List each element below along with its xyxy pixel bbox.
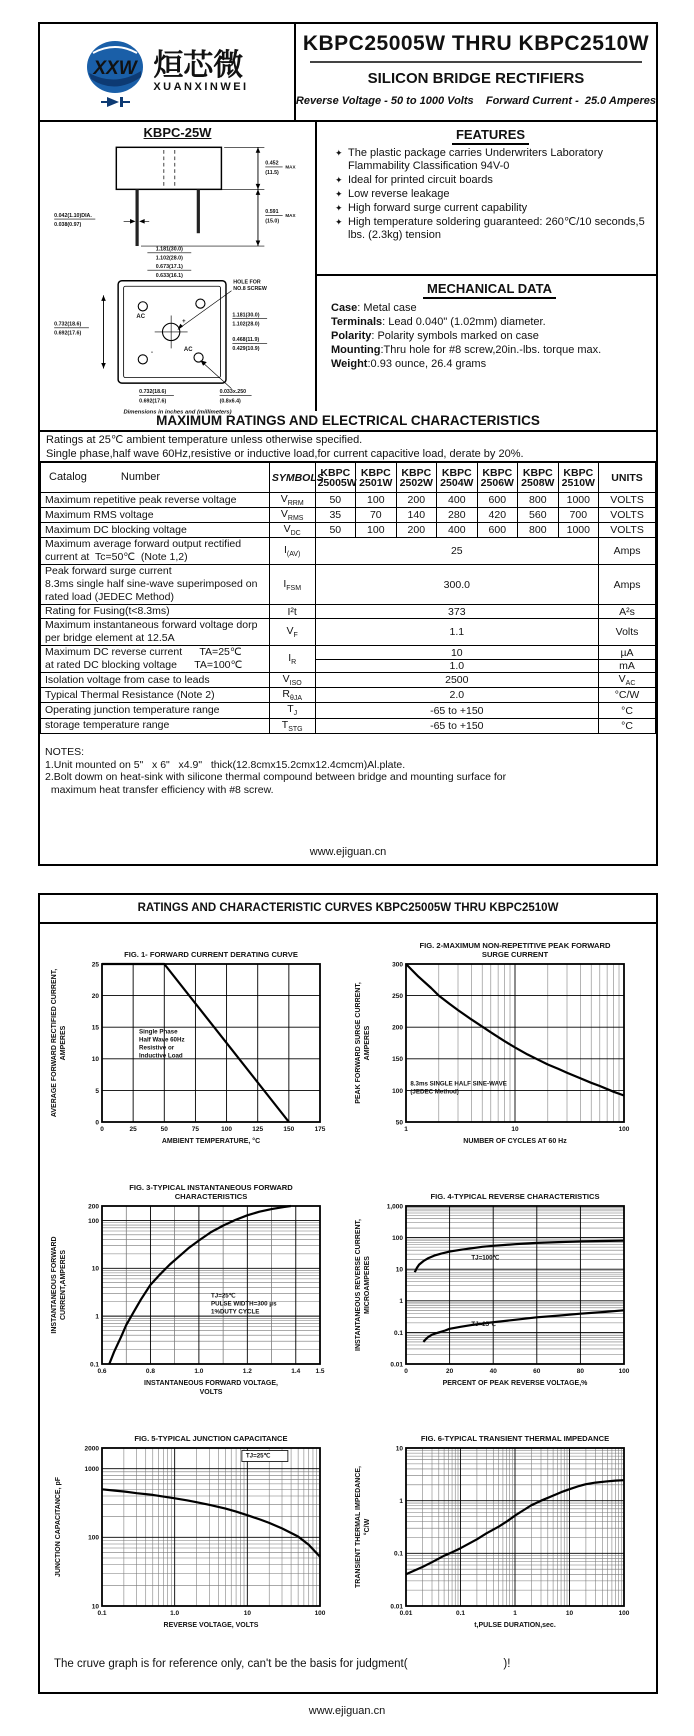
svg-text:0.038(0.97): 0.038(0.97): [53, 221, 81, 228]
row-value: -65 to +150: [315, 718, 599, 733]
svg-text:MAX: MAX: [284, 164, 295, 170]
svg-text:(15.0): (15.0): [264, 218, 279, 225]
bullet-icon: ✦: [335, 217, 343, 227]
row-label: Isolation voltage from case to leads: [41, 673, 270, 688]
svg-text:200: 200: [88, 1203, 99, 1211]
fig6-chart: [352, 1416, 650, 1654]
features-section: [317, 120, 656, 276]
svg-text:100: 100: [88, 1534, 99, 1542]
catalog-number-header: Catalog Number: [41, 463, 270, 493]
svg-text:0.01: 0.01: [390, 1603, 403, 1611]
page2-footer-url: www.ejiguan.cn: [308, 1705, 386, 1717]
row-symbol: $I_{FSM}$: [269, 565, 315, 605]
curve-instantaneous-forward: [109, 1206, 291, 1364]
table-row: [41, 718, 656, 733]
fig5-chart: [48, 1416, 346, 1654]
note-line: 2.Bolt dowm on heat-sink with silicone thermal compound between bridge and mounting surface for: [45, 771, 507, 783]
svg-text:Dimensions in inches and (mill: Dimensions in inches and (millimeters): [122, 409, 232, 416]
svg-text:150: 150: [392, 1056, 403, 1064]
svg-text:10: 10: [91, 1056, 99, 1064]
svg-text:75: 75: [191, 1126, 200, 1133]
bullet-icon: ✦: [335, 189, 343, 199]
row-label: Maximum repetitive peak reverse voltage: [41, 493, 270, 508]
svg-text:0.1: 0.1: [97, 1610, 107, 1617]
table-row: [41, 703, 656, 718]
brand-logo: [40, 24, 296, 120]
svg-text:MICROAMPERES: MICROAMPERES: [364, 1256, 371, 1314]
row-value: 140: [396, 508, 437, 523]
row-unit: mA: [599, 659, 656, 673]
svg-text:1.102(28.0): 1.102(28.0): [231, 321, 259, 328]
row-label: Maximum DC blocking voltage: [41, 523, 270, 538]
svg-text:100: 100: [392, 1235, 403, 1242]
row-label: storage temperature range: [41, 718, 270, 733]
row-value: 400: [437, 523, 478, 538]
row-value: 400: [437, 493, 478, 508]
mechanical-data-heading: MECHANICAL DATA: [331, 281, 648, 296]
svg-text:20: 20: [445, 1368, 454, 1375]
table-row: [41, 619, 656, 646]
row-label: Rating for Fusing(t<8.3ms): [41, 605, 270, 619]
svg-text:PERCENT OF PEAK REVERSE VOLTAG: PERCENT OF PEAK REVERSE VOLTAGE,%: [442, 1380, 588, 1387]
table-row: [41, 493, 656, 508]
row-unit: VOLTS: [599, 523, 656, 538]
svg-text:80: 80: [576, 1368, 585, 1375]
svg-text:10: 10: [511, 1126, 519, 1133]
svg-text:175: 175: [314, 1126, 326, 1133]
svg-text:AMPERES: AMPERES: [364, 1025, 371, 1061]
part-column-header: KBPC 2501W: [356, 463, 397, 493]
svg-text:CHARACTERISTICS: CHARACTERISTICS: [174, 1192, 248, 1201]
svg-text:FIG. 4-TYPICAL REVERSE CHARACT: FIG. 4-TYPICAL REVERSE CHARACTERISTICS: [430, 1192, 600, 1201]
curves-disclaimer: The cruve graph is for reference only, can't be the basis for judgment( )!: [54, 1658, 511, 1670]
table-row: [41, 523, 656, 538]
svg-text:60: 60: [533, 1368, 541, 1375]
fig2-chart: [352, 932, 650, 1170]
svg-text:0.1: 0.1: [455, 1610, 466, 1617]
svg-text:1.0: 1.0: [170, 1610, 180, 1617]
bullet-icon: ✦: [335, 148, 343, 158]
svg-text:+: +: [181, 318, 186, 325]
svg-text:10: 10: [91, 1265, 99, 1273]
svg-text:8.3ms SINGLE HALF SINE-WAVE: 8.3ms SINGLE HALF SINE-WAVE: [410, 1080, 507, 1088]
svg-text:1.102(28.0): 1.102(28.0): [155, 255, 183, 262]
svg-text:100: 100: [618, 1126, 630, 1133]
svg-text:Half Wave 60Hz: Half Wave 60Hz: [139, 1036, 185, 1044]
svg-text:PULSE WIDTH=300 μs: PULSE WIDTH=300 μs: [211, 1300, 277, 1308]
row-unit: °C: [599, 703, 656, 718]
svg-text:AC: AC: [183, 347, 193, 354]
svg-text:0.033x.250: 0.033x.250: [219, 389, 246, 396]
feature-item: ✦ High temperature soldering guaranteed: 260℃/10 seconds,5 lbs. (2.3kg) tension: [335, 216, 645, 241]
svg-text:0.673(17.1): 0.673(17.1): [155, 263, 183, 270]
row-value: 600: [477, 523, 518, 538]
row-unit: A²s: [599, 605, 656, 619]
table-row: [41, 605, 656, 619]
row-value: 100: [356, 523, 397, 538]
mechanical-data-row: Case: Metal case: [331, 302, 417, 314]
svg-text:1.181(30.0): 1.181(30.0): [231, 312, 259, 319]
svg-text:50: 50: [395, 1119, 403, 1127]
svg-text:MAX: MAX: [284, 212, 295, 218]
row-symbol: $I_{(AV)}$: [269, 538, 315, 565]
svg-text:SURGE CURRENT: SURGE CURRENT: [481, 950, 549, 959]
logo-globe-icon: [85, 33, 147, 111]
logo-english-name: XUANXINWEI: [153, 81, 249, 93]
svg-text:AMBIENT TEMPERATURE, °C: AMBIENT TEMPERATURE, °C: [161, 1138, 261, 1145]
svg-text:AVERAGE FORWARD RECTIFIED CURR: AVERAGE FORWARD RECTIFIED CURRENT,: [51, 968, 58, 1118]
table-row: [41, 565, 656, 605]
row-value: 600: [477, 493, 518, 508]
row-value: 2500: [315, 673, 599, 688]
svg-text:0.6: 0.6: [97, 1368, 107, 1375]
row-unit: °C: [599, 718, 656, 733]
ratings-section-heading: MAXIMUM RATINGS AND ELECTRICAL CHARACTERISTICS: [40, 411, 656, 432]
package-and-features: [40, 120, 656, 416]
svg-text:10: 10: [565, 1610, 574, 1617]
notes-block: [40, 746, 656, 796]
svg-text:TJ=25℃: TJ=25℃: [471, 1321, 497, 1329]
svg-text:1,000: 1,000: [386, 1203, 403, 1211]
page-2: [38, 893, 658, 1694]
mechanical-data-row: Weight:0.93 ounce, 26.4 grams: [331, 358, 487, 370]
row-label: Maximum DC reverse current TA=25℃ at rated DC blocking voltage TA=100℃: [41, 646, 270, 673]
row-unit: VOLTS: [599, 493, 656, 508]
part-column-header: KBPC 2502W: [396, 463, 437, 493]
part-column-header: KBPC 25005W: [315, 463, 356, 493]
curves-section-heading: RATINGS AND CHARACTERISTIC CURVES KBPC25005W THRU KBPC2510W: [40, 895, 656, 924]
row-label: Maximum average forward output rectified current at Tc=50℃ (Note 1,2): [41, 538, 270, 565]
row-value: 50: [315, 523, 356, 538]
package-column: [40, 120, 317, 416]
row-value: 50: [315, 493, 356, 508]
row-symbol: $V_F$: [269, 619, 315, 646]
part-column-header: KBPC 2510W: [558, 463, 599, 493]
svg-text:10: 10: [91, 1603, 99, 1611]
svg-text:0.591: 0.591: [264, 209, 279, 216]
svg-text:INSTANTANEOUS REVERSE CURRENT,: INSTANTANEOUS REVERSE CURRENT,: [355, 1219, 362, 1351]
row-symbol: I²t: [269, 605, 315, 619]
svg-text:100: 100: [392, 1087, 403, 1095]
feature-item: ✦ High forward surge current capability: [335, 202, 528, 214]
fig3-chart: [48, 1174, 346, 1412]
svg-text:25: 25: [129, 1126, 137, 1133]
curve-junction-capacitance: [102, 1489, 320, 1557]
svg-text:1: 1: [95, 1313, 99, 1321]
row-value: -65 to +150: [315, 703, 599, 718]
row-label: Peak forward surge current 8.3ms single half sine-wave superimposed on rated load (JEDEC Method): [41, 565, 270, 605]
svg-text:INSTANTANEOUS FORWARD: INSTANTANEOUS FORWARD: [51, 1236, 58, 1334]
table-row: [41, 508, 656, 523]
svg-text:100: 100: [618, 1610, 630, 1617]
units-header: UNITS: [599, 463, 656, 493]
row-value: 70: [356, 508, 397, 523]
svg-text:200: 200: [392, 1024, 403, 1032]
row-label: Operating junction temperature range: [41, 703, 270, 718]
svg-text:0.429(10.9): 0.429(10.9): [231, 346, 259, 353]
svg-text:0.468(11.9): 0.468(11.9): [231, 337, 259, 344]
table-row: [41, 538, 656, 565]
svg-text:AC: AC: [135, 314, 145, 321]
row-label: Maximum RMS voltage: [41, 508, 270, 523]
svg-text:INSTANTANEOUS FORWARD VOLTAGE,: INSTANTANEOUS FORWARD VOLTAGE,: [144, 1380, 278, 1387]
ratings-table-wrap: [40, 462, 656, 734]
svg-text:1%DUTY CYCLE: 1%DUTY CYCLE: [211, 1308, 260, 1316]
note-line: 1.Unit mounted on 5" x 6" x4.9" thick(12.8cmx15.2cmx12.4cmcm)Al.plate.: [45, 758, 406, 771]
svg-text:1: 1: [399, 1498, 403, 1506]
svg-text:1.181(30.0): 1.181(30.0): [155, 246, 183, 253]
svg-text:-: -: [150, 349, 153, 356]
svg-text:150: 150: [283, 1126, 295, 1133]
row-value: 1.1: [315, 619, 599, 646]
svg-text:10: 10: [243, 1610, 251, 1617]
svg-text:0.452: 0.452: [264, 160, 279, 167]
row-unit: µA: [599, 646, 656, 660]
package-name: KBPC-25W: [143, 125, 212, 140]
ratings-condition-1: Ratings at 25℃ ambient temperature unless otherwise specified.: [46, 434, 363, 446]
svg-text:NO.8 SCREW: NO.8 SCREW: [232, 285, 267, 292]
svg-text:0.732(18.6): 0.732(18.6): [53, 321, 81, 328]
svg-text:JUNCTION CAPACITANCE, pF: JUNCTION CAPACITANCE, pF: [55, 1476, 62, 1578]
svg-text:10: 10: [395, 1266, 403, 1274]
svg-text:(JEDEC Method): (JEDEC Method): [410, 1088, 459, 1096]
logo-chinese-name: 烜芯微: [153, 49, 244, 82]
svg-text:TRANSIENT THERMAL IMPEDANCE,: TRANSIENT THERMAL IMPEDANCE,: [355, 1466, 362, 1588]
fig1-chart: [48, 932, 346, 1170]
charts-grid: [40, 924, 656, 1654]
row-unit: $V_{AC}$: [599, 673, 656, 688]
svg-text:100: 100: [618, 1368, 630, 1375]
row-symbol: $T_J$: [269, 703, 315, 718]
row-value: 1000: [558, 523, 599, 538]
svg-text:FIG. 2-MAXIMUM NON-REPETITIVE: FIG. 2-MAXIMUM NON-REPETITIVE PEAK FORWARD: [419, 941, 611, 950]
table-row: [41, 646, 656, 660]
bullet-icon: ✦: [335, 175, 343, 185]
svg-text:°C/W: °C/W: [364, 1518, 371, 1536]
svg-text:PEAK FORWARD SURGE CURRENT,: PEAK FORWARD SURGE CURRENT,: [355, 982, 362, 1104]
svg-text:XXW: XXW: [93, 58, 137, 79]
svg-text:1: 1: [399, 1298, 403, 1306]
svg-text:FIG. 5-TYPICAL JUNCTION CAPACI: FIG. 5-TYPICAL JUNCTION CAPACITANCE: [134, 1434, 288, 1443]
row-unit: Amps: [599, 565, 656, 605]
row-label: Maximum instantaneous forward voltage dorp per bridge element at 12.5A: [41, 619, 270, 646]
mechanical-data-list: [331, 301, 648, 371]
ratings-table: [40, 462, 656, 734]
svg-text:0.01: 0.01: [390, 1361, 403, 1369]
row-value: 700: [558, 508, 599, 523]
title-block: [296, 24, 656, 120]
row-unit: Amps: [599, 538, 656, 565]
row-value: 200: [396, 523, 437, 538]
table-header-row: [41, 463, 656, 493]
part-column-header: KBPC 2508W: [518, 463, 559, 493]
row-value: 800: [518, 493, 559, 508]
mechanical-data-row: Mounting:Thru hole for #8 screw,20in.-lbs. torque max.: [331, 344, 602, 356]
part-number-title: KBPC25005W THRU KBPC2510W: [302, 32, 650, 55]
page-1: [38, 22, 658, 866]
svg-text:40: 40: [489, 1368, 497, 1375]
svg-text:REVERSE VOLTAGE, VOLTS: REVERSE VOLTAGE, VOLTS: [163, 1622, 259, 1629]
svg-text:Resistive or: Resistive or: [139, 1044, 175, 1052]
svg-text:100: 100: [314, 1610, 326, 1617]
features-heading: FEATURES: [335, 127, 646, 142]
row-value: 373: [315, 605, 599, 619]
svg-text:t,PULSE DURATION,sec.: t,PULSE DURATION,sec.: [474, 1622, 556, 1629]
row-value: 2.0: [315, 688, 599, 703]
svg-text:10: 10: [395, 1445, 403, 1453]
curve-reverse-current-tj100: [415, 1241, 624, 1273]
feature-item: ✦ Low reverse leakage: [335, 188, 450, 200]
features-list: [335, 147, 646, 242]
svg-text:0.01: 0.01: [399, 1610, 413, 1617]
header: [40, 24, 656, 122]
svg-text:50: 50: [160, 1126, 168, 1133]
svg-text:1.4: 1.4: [291, 1368, 301, 1375]
row-unit: Volts: [599, 619, 656, 646]
svg-text:VOLTS: VOLTS: [199, 1389, 223, 1396]
row-unit: °C/W: [599, 688, 656, 703]
row-symbol: $I_R$: [269, 646, 315, 673]
table-row: [41, 673, 656, 688]
note-line: NOTES:: [45, 746, 85, 758]
title-divider: [310, 61, 641, 63]
svg-text:HOLE FOR: HOLE FOR: [232, 279, 261, 286]
svg-text:TJ=25℃: TJ=25℃: [245, 1452, 271, 1460]
svg-text:0: 0: [95, 1119, 99, 1127]
svg-text:(0.8x6.4): (0.8x6.4): [219, 398, 241, 405]
part-column-header: KBPC 2504W: [437, 463, 478, 493]
row-value: 25: [315, 538, 599, 565]
svg-text:1: 1: [404, 1126, 408, 1133]
svg-text:0.633(16.1): 0.633(16.1): [155, 273, 183, 280]
row-value: 1.0: [315, 659, 599, 673]
mechanical-data-section: [317, 276, 656, 371]
ratings-condition-2: Single phase,half wave 60Hz,resistive or inductive load,for current capacitive load, derate by 20%.: [46, 448, 524, 460]
fig4-chart: [352, 1174, 650, 1412]
svg-text:20: 20: [91, 993, 99, 1000]
features-column: [317, 120, 656, 411]
svg-text:25: 25: [91, 961, 99, 969]
row-value: 100: [356, 493, 397, 508]
svg-text:300: 300: [392, 961, 403, 969]
svg-text:(11.5): (11.5): [264, 169, 279, 176]
row-symbol: $V_{RRM}$: [269, 493, 315, 508]
ratings-conditions: [40, 432, 656, 462]
svg-text:0.1: 0.1: [393, 1329, 403, 1337]
symbols-header: SYMBOLS: [269, 463, 315, 493]
row-value: 420: [477, 508, 518, 523]
svg-text:FIG. 3-TYPICAL INSTANTANEOUS F: FIG. 3-TYPICAL INSTANTANEOUS FORWARD: [129, 1183, 293, 1192]
svg-text:0.042(1.10)DIA.: 0.042(1.10)DIA.: [53, 212, 92, 219]
page1-footer-url: www.ejiguan.cn: [309, 846, 387, 858]
device-type-subtitle: SILICON BRIDGE RECTIFIERS: [367, 70, 585, 87]
svg-text:AMPERES: AMPERES: [60, 1025, 67, 1061]
row-symbol: $T_{STG}$: [269, 718, 315, 733]
row-value: 200: [396, 493, 437, 508]
row-label: Typical Thermal Resistance (Note 2): [41, 688, 270, 703]
row-symbol: $V_{DC}$: [269, 523, 315, 538]
row-value: 300.0: [315, 565, 599, 605]
svg-text:15: 15: [91, 1024, 99, 1032]
row-value: 800: [518, 523, 559, 538]
svg-text:0.692(17.6): 0.692(17.6): [138, 398, 166, 405]
svg-text:0: 0: [100, 1126, 104, 1133]
row-unit: VOLTS: [599, 508, 656, 523]
bullet-icon: ✦: [335, 203, 343, 213]
mechanical-data-row: Terminals: Lead 0.040" (1.02mm) diameter.: [331, 316, 546, 328]
row-symbol: $V_{ISO}$: [269, 673, 315, 688]
row-value: 560: [518, 508, 559, 523]
mechanical-data-row: Polarity: Polarity symbols marked on case: [331, 330, 539, 342]
svg-text:1: 1: [513, 1610, 517, 1617]
svg-text:NUMBER OF CYCLES AT 60 Hz: NUMBER OF CYCLES AT 60 Hz: [463, 1138, 567, 1145]
svg-text:FIG. 6-TYPICAL TRANSIENT THERM: FIG. 6-TYPICAL TRANSIENT THERMAL IMPEDANCE: [420, 1434, 610, 1443]
svg-text:FIG. 1- FORWARD CURRENT DERATI: FIG. 1- FORWARD CURRENT DERATING CURVE: [124, 950, 298, 959]
row-symbol: $V_{RMS}$: [269, 508, 315, 523]
svg-text:2000: 2000: [84, 1445, 99, 1453]
package-outline-drawing: [43, 140, 313, 416]
svg-text:1.0: 1.0: [194, 1368, 204, 1375]
svg-text:0.8: 0.8: [145, 1368, 155, 1375]
svg-text:5: 5: [95, 1087, 99, 1095]
svg-text:Single Phase: Single Phase: [139, 1028, 178, 1036]
row-value: 10: [315, 646, 599, 660]
svg-text:0.1: 0.1: [89, 1361, 99, 1369]
svg-text:0: 0: [404, 1368, 408, 1375]
svg-text:0.732(18.6): 0.732(18.6): [138, 389, 166, 396]
svg-text:1.5: 1.5: [315, 1368, 325, 1375]
row-value: 280: [437, 508, 478, 523]
note-line: maximum heat transfer efficiency with #8 screw.: [45, 783, 274, 796]
svg-text:0.692(17.6): 0.692(17.6): [53, 330, 81, 337]
row-symbol: $R_{\theta JA}$: [269, 688, 315, 703]
ratings-tagline: Reverse Voltage - 50 to 1000 Volts Forward Current - 25.0 Amperes: [295, 95, 656, 107]
svg-text:Inductive Load: Inductive Load: [139, 1052, 183, 1060]
svg-text:250: 250: [392, 993, 403, 1000]
row-value: 35: [315, 508, 356, 523]
svg-text:1000: 1000: [84, 1466, 99, 1474]
svg-text:125: 125: [252, 1126, 264, 1133]
feature-item: ✦ The plastic package carries Underwriters Laboratory Flammability Classification 94V-0: [335, 147, 603, 172]
svg-text:CURRENT,AMPERES: CURRENT,AMPERES: [60, 1249, 67, 1321]
svg-text:TJ=25℃: TJ=25℃: [211, 1292, 236, 1300]
svg-text:TJ=100℃: TJ=100℃: [471, 1254, 500, 1262]
row-value: 1000: [558, 493, 599, 508]
part-column-header: KBPC 2506W: [477, 463, 518, 493]
svg-text:100: 100: [221, 1126, 233, 1133]
table-row: [41, 688, 656, 703]
svg-text:1.2: 1.2: [242, 1368, 252, 1375]
svg-text:0.1: 0.1: [393, 1550, 403, 1558]
svg-text:100: 100: [88, 1217, 99, 1225]
feature-item: ✦ Ideal for printed circuit boards: [335, 174, 493, 186]
